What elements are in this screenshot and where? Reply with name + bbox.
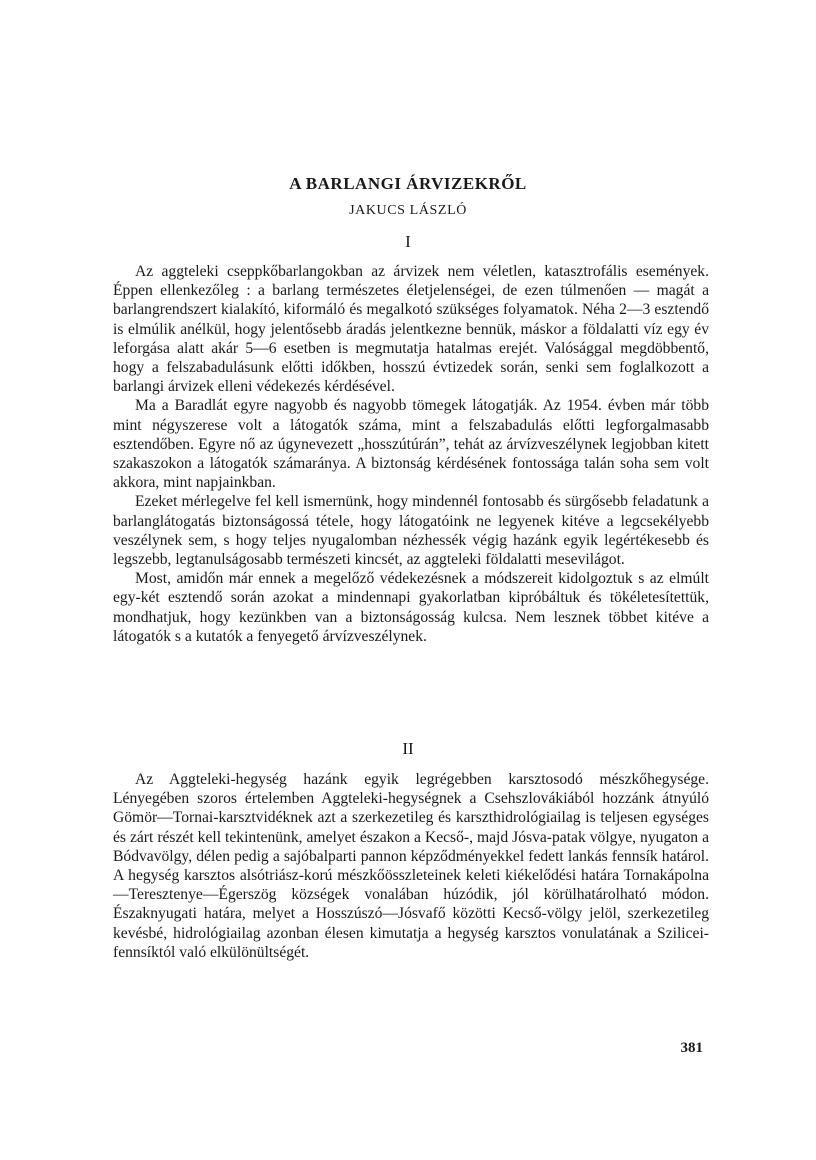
- section-2-body: [113, 770, 709, 962]
- section-1-body: [113, 262, 709, 646]
- paragraph: Most, amidőn már ennek a megelőző védekezésnek a módszereit kidolgoztuk s az elmúlt egy-két esztendő során azokat a mindennapi gyakorlatban kipróbáltuk és tökéletesítettük, mondhatjuk, hogy kezünkben van a biztonságosság kulcsa. Nem lesznek többet kitéve a látogatók s a kutatók a fenyegető árvízveszélynek.: [113, 570, 709, 645]
- paragraph: Az aggteleki cseppkőbarlangokban az árvizek nem véletlen, katasztrofális események. Éppen ellenkezőleg : a barlang természetes életjelenségei, de ezen túlmenően — magát a barlangrendszert kialakító, kiformáló és megalkotó szükséges folyamatok. Néha 2—3 esztendő is elmúlik anélkül, hogy jelentősebb áradás jelentkezne bennük, máskor a földalatti víz egy év leforgása alatt akár 5—6 esetben is megmutatja hatalmas erejét. Valósággal megdöbbentő, hogy a felszabadulásunk előtti időkben, hosszú évtizedek során, senki sem foglalkozott a barlangi árvizek elleni védekezés kérdésével.: [113, 263, 709, 396]
- article-author: JAKUCS LÁSZLÓ: [349, 203, 467, 218]
- page-number: 381: [680, 1040, 703, 1056]
- article-title: A BARLANGI ÁRVIZEKRŐL: [289, 174, 527, 193]
- section-number-1: I: [405, 232, 411, 251]
- paragraph: Ma a Baradlát egyre nagyobb és nagyobb tömegek látogatják. Az 1954. évben már több mint négyszerese volt a látogatók száma, mint a felszabadulás előtti legforgalmasabb esztendőben. Egyre nő az úgynevezett „hosszútúrán”, tehát az árvízveszélynek legjobban kitett szakaszokon a látogatók számaránya. A biztonság kérdésének fontossága talán soha sem volt akkora, mint napjainkban.: [113, 397, 709, 492]
- section-number-2: II: [402, 739, 414, 758]
- paragraph: Ezeket mérlegelve fel kell ismernünk, hogy mindennél fontosabb és sürgősebb feladatunk a barlanglátogatás biztonságossá tétele, hogy látogatóink ne legyenek kitéve a legcsekélyebb veszélynek sem, s hogy teljes nyugalomban nézhessék végig hazánk egyik legértékesebb és legszebb, legtanulságosabb természeti kincsét, az aggteleki földalatti mesevilágot.: [113, 493, 709, 569]
- paragraph: Az Aggteleki-hegység hazánk egyik legrégebben karsztosodó mészkőhegysége. Lényegében szoros értelemben Aggteleki-hegységnek a Csehszlovákiából hozzánk átnyúló Gömör—Tornai-karsztvidéknek azt a szerkezetileg és karszthidrológiailag is teljesen egységes és zárt részét kell tekintenünk, amelyet északon a Kecső-, majd Jósva-patak völgye, nyugaton a Bódvavölgy, délen pedig a sajóbalparti pannon képződményekkel fedett lankás fennsík határol. A hegység karsztos alsótriász-korú mészkőösszleteinek keleti kiékelődési határa Tornakápolna—Teresztenye—Égerszög községek vonalában húzódik, jól körülhatárolható módon. Északnyugati határa, melyet a Hosszúszó—Jósvafő közötti Kecső-völgy jelöl, szerkezetileg kevésbé, hidrológiailag azonban élesen kimutatja a hegység karsztos vonulatának a Szilicei-fennsíktól való elkülönültségét.: [113, 771, 709, 961]
